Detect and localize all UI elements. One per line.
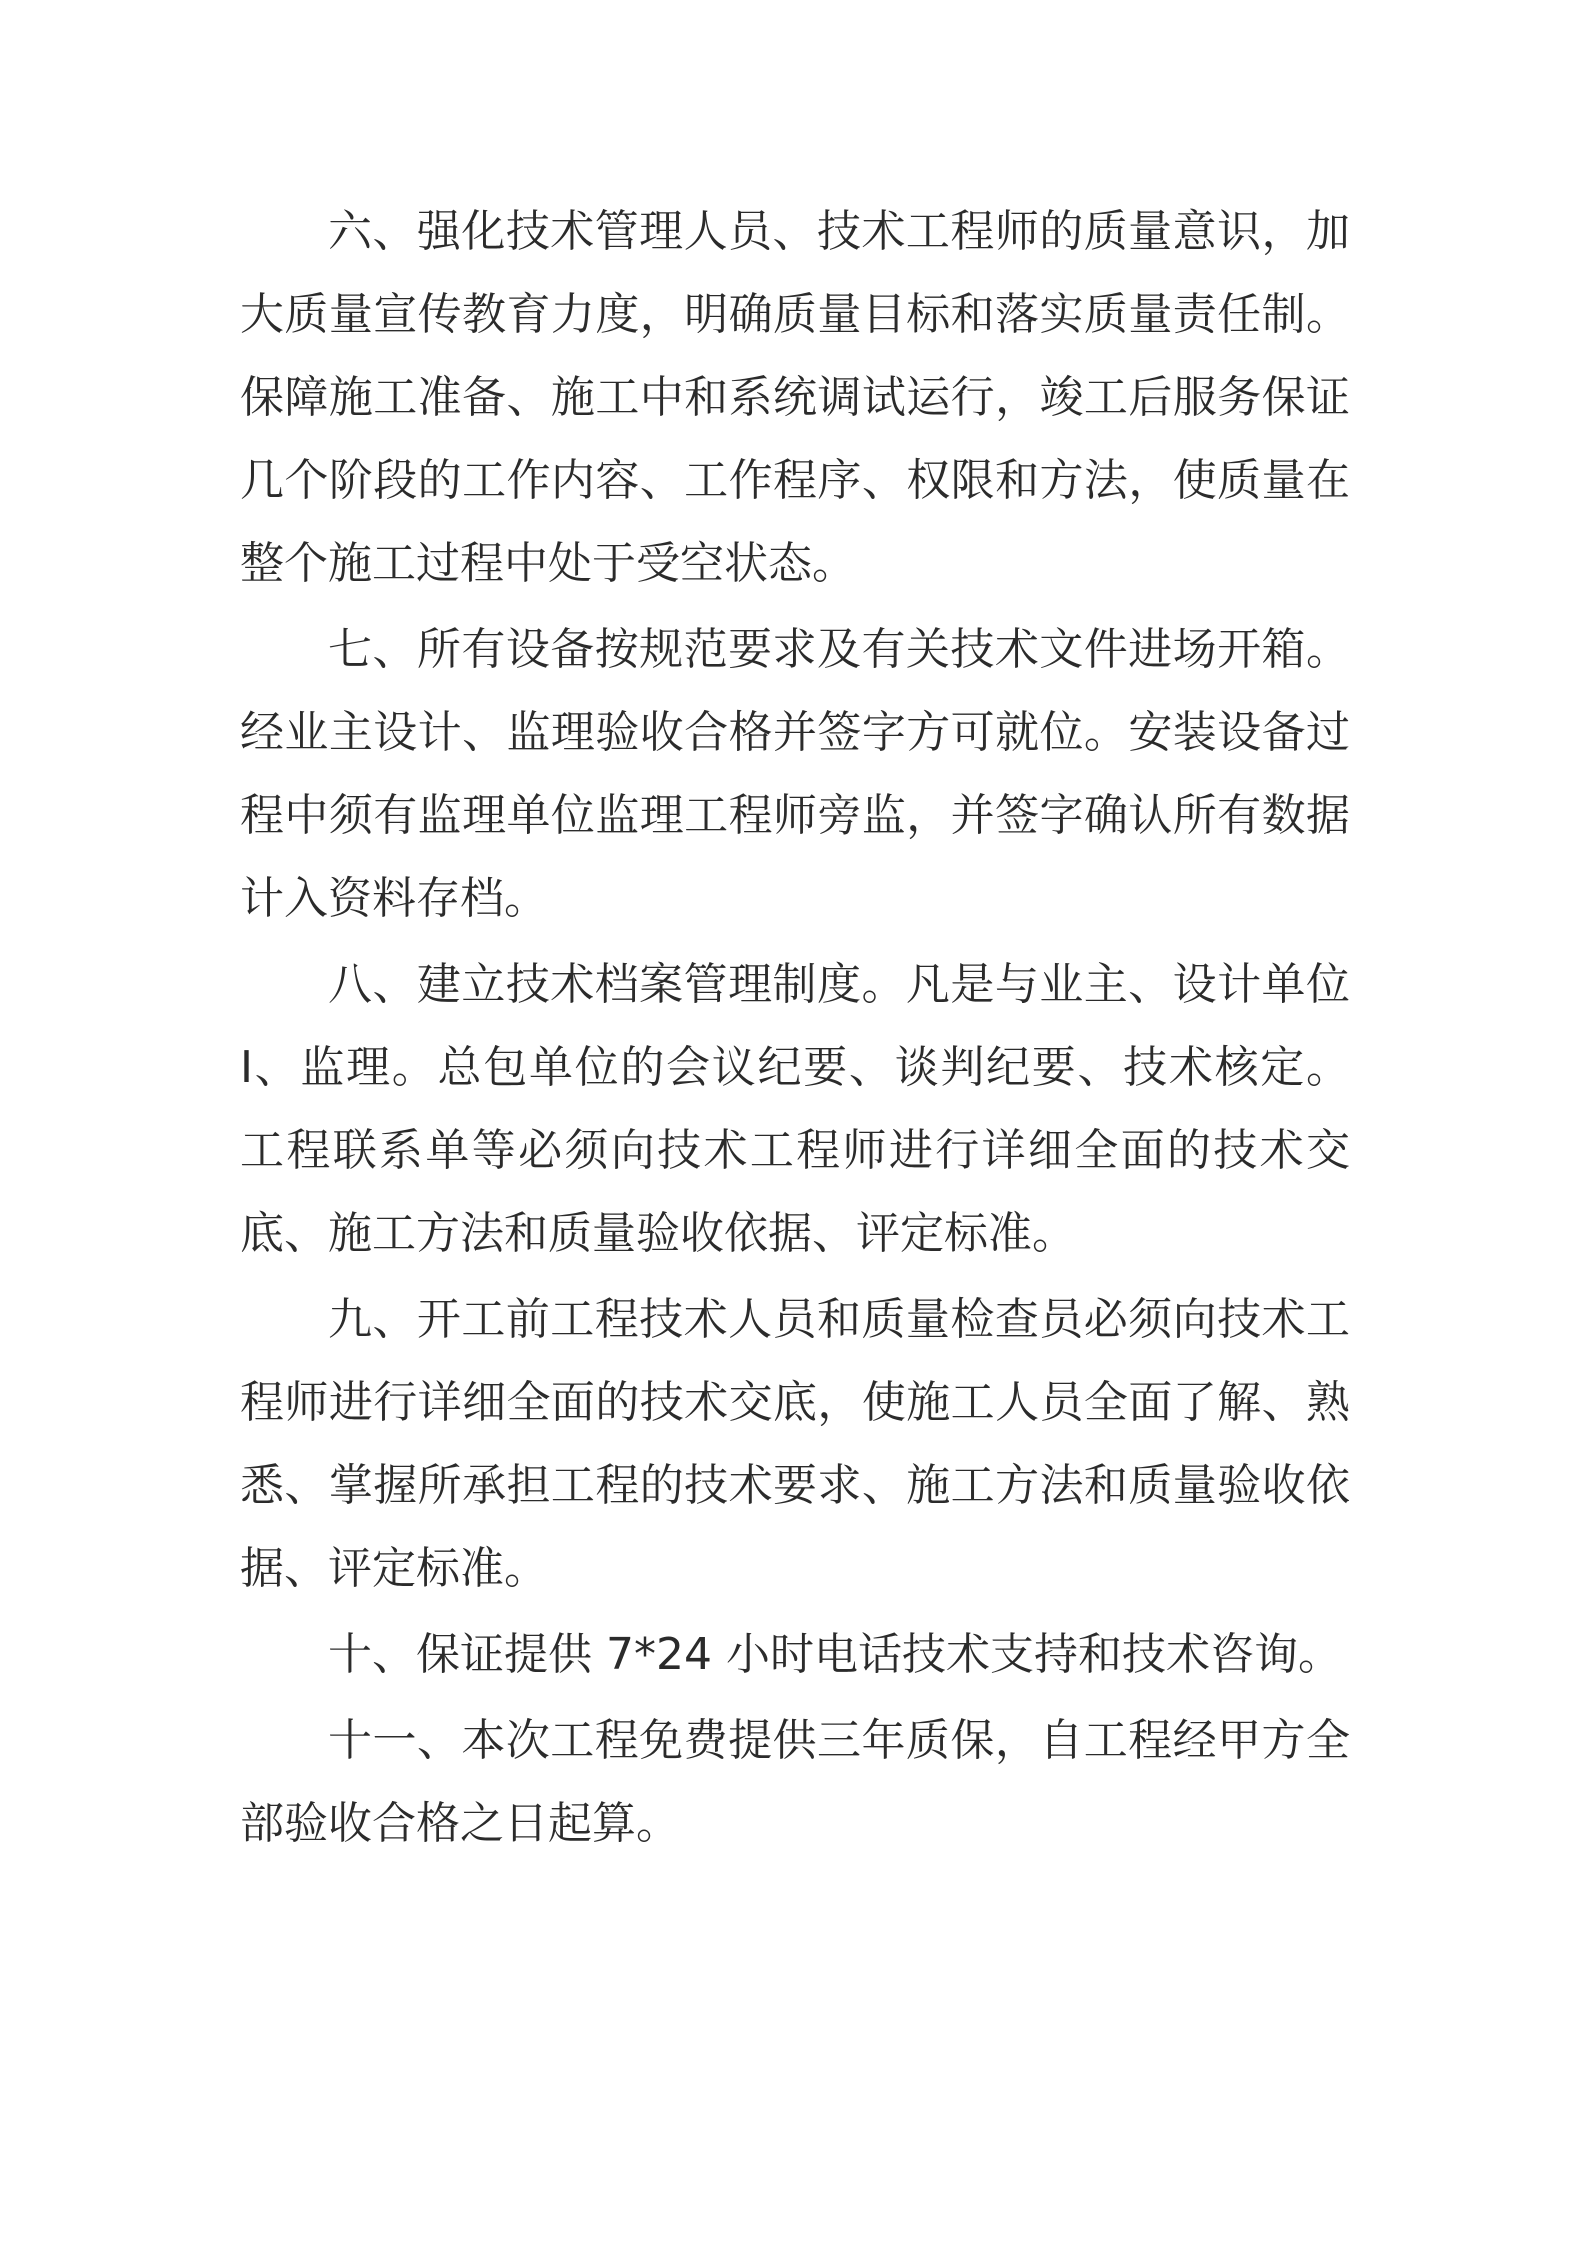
paragraph-9: 九、开工前工程技术人员和质量检查员必须向技术工程师进行详细全面的技术交底，使施工人员全面了解、熟悉、掌握所承担工程的技术要求、施工方法和质量验收依据、评定标准。 (240, 1294, 1350, 1594)
document-body (240, 190, 1350, 1868)
paragraph-10: 十、保证提供 7*24 小时电话技术支持和技术咨询。 (328, 1629, 1342, 1680)
paragraph-7: 七、所有设备按规范要求及有关技术文件进场开箱。经业主设计、监理验收合格并签字方可就位。安装设备过程中须有监理单位监理工程师旁监，并签字确认所有数据计入资料存档。 (240, 624, 1350, 924)
paragraph-11: 十一、本次工程免费提供三年质保，自工程经甲方全部验收合格之日起算。 (240, 1715, 1350, 1849)
paragraph-6: 六、强化技术管理人员、技术工程师的质量意识，加大质量宣传教育力度，明确质量目标和落实质量责任制。保障施工准备、施工中和系统调试运行，竣工后服务保证几个阶段的工作内容、工作程序、权限和方法，使质量在整个施工过程中处于受空状态。 (240, 206, 1350, 589)
paragraph-8: 八、建立技术档案管理制度。凡是与业主、设计单位 I、监理。总包单位的会议纪要、谈判纪要、技术核定。工程联系单等必须向技术工程师进行详细全面的技术交底、施工方法和质量验收依据、评定标准。 (240, 959, 1350, 1259)
